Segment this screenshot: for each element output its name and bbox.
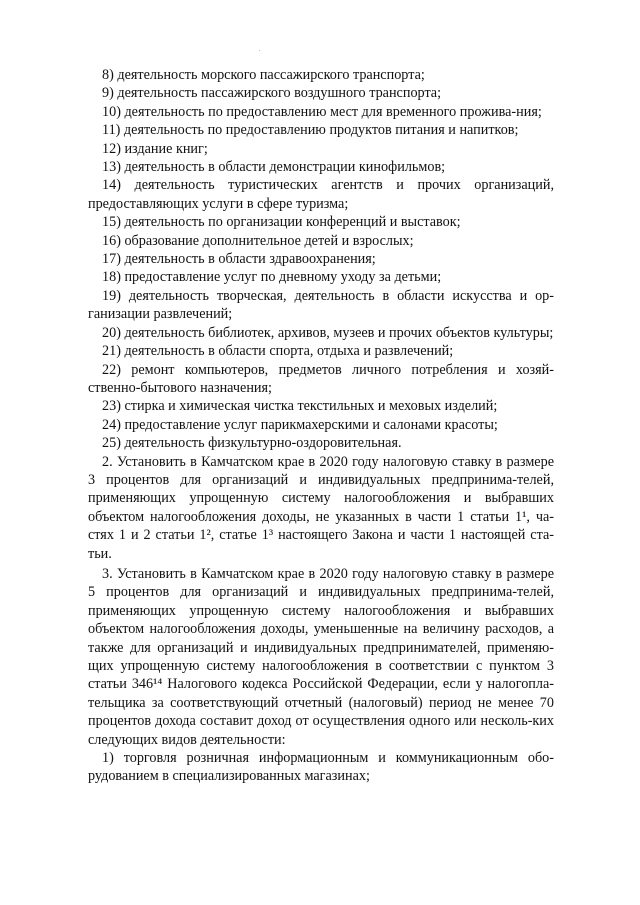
list-item: 21) деятельность в области спорта, отдыха и развлечений; <box>102 343 454 360</box>
list-item: 11) деятельность по предоставлению продуктов питания и напитков; <box>102 122 519 139</box>
scan-dot <box>259 50 260 51</box>
list-item: 13) деятельность в области демонстрации кинофильмов; <box>102 159 446 176</box>
paragraph-3: 3. Установить в Камчатском крае в 2020 году налоговую ставку в размере 5 процентов для организаций и индивидуальных предпринима-телей, применяющих упрощенную систему налогообложения и выбравших объектом налогообложения доходы, уменьшенные на величину расходов, а также для организаций и индивидуальных предпринимателей, применяю-щих упрощенную систему налогообложения в соответствии с пунктом 3 статьи 346¹⁴ Налогового кодекса Российской Федерации, если у налогопла-тельщика за соответствующий отчетный (налоговый) период не менее 70 процентов дохода составит доход от осуществления одного или несколь-ких следующих видов деятельности: <box>88 565 554 748</box>
list-item: 25) деятельность физкультурно-оздоровительная. <box>102 435 402 452</box>
list-item: 12) издание книг; <box>102 140 208 157</box>
list-item: 18) предоставление услуг по дневному уходу за детьми; <box>102 269 442 286</box>
list-item: 9) деятельность пассажирского воздушного транспорта; <box>102 85 442 102</box>
list-item: 20) деятельность библиотек, архивов, музеев и прочих объектов культуры; <box>102 324 554 341</box>
list-item: 15) деятельность по организации конференций и выставок; <box>102 214 461 231</box>
list-item: 19) деятельность творческая, деятельность в области искусства и ор-ганизации развлечений; <box>88 287 554 323</box>
list-item: 8) деятельность морского пассажирского транспорта; <box>102 67 425 83</box>
list-item: 10) деятельность по предоставлению мест для временного прожива-ния; <box>102 103 542 120</box>
list-item: 24) предоставление услуг парикмахерскими и салонами красоты; <box>102 416 498 433</box>
list-item: 22) ремонт компьютеров, предметов личного потребления и хозяй-ственно-бытового назначения; <box>88 361 554 396</box>
paragraph-2: 2. Установить в Камчатском крае в 2020 году налоговую ставку в размере 3 процентов для организаций и индивидуальных предпринима-телей, применяющих упрощенную систему налогообложения и выбравших объектом налогообложения доходы, не указанных в части 1 статьи 1¹, ча-стях 1 и 2 статьи 1², статье 1³ настоящего Закона и части 1 настоящей ста-тьи. <box>88 453 554 562</box>
document-page <box>88 66 554 786</box>
list-item: 17) деятельность в области здравоохранения; <box>102 251 376 268</box>
list-item: 14) деятельность туристических агентств и прочих организаций, предоставляющих услуги в сфере туризма; <box>88 177 554 212</box>
list-item: 23) стирка и химическая чистка текстильных и меховых изделий; <box>102 398 498 415</box>
list-item: 16) образование дополнительное детей и взрослых; <box>102 232 414 249</box>
sub-item-1: 1) торговля розничная информационным и коммуникационным обо-рудованием в специализированных магазинах; <box>88 750 554 785</box>
